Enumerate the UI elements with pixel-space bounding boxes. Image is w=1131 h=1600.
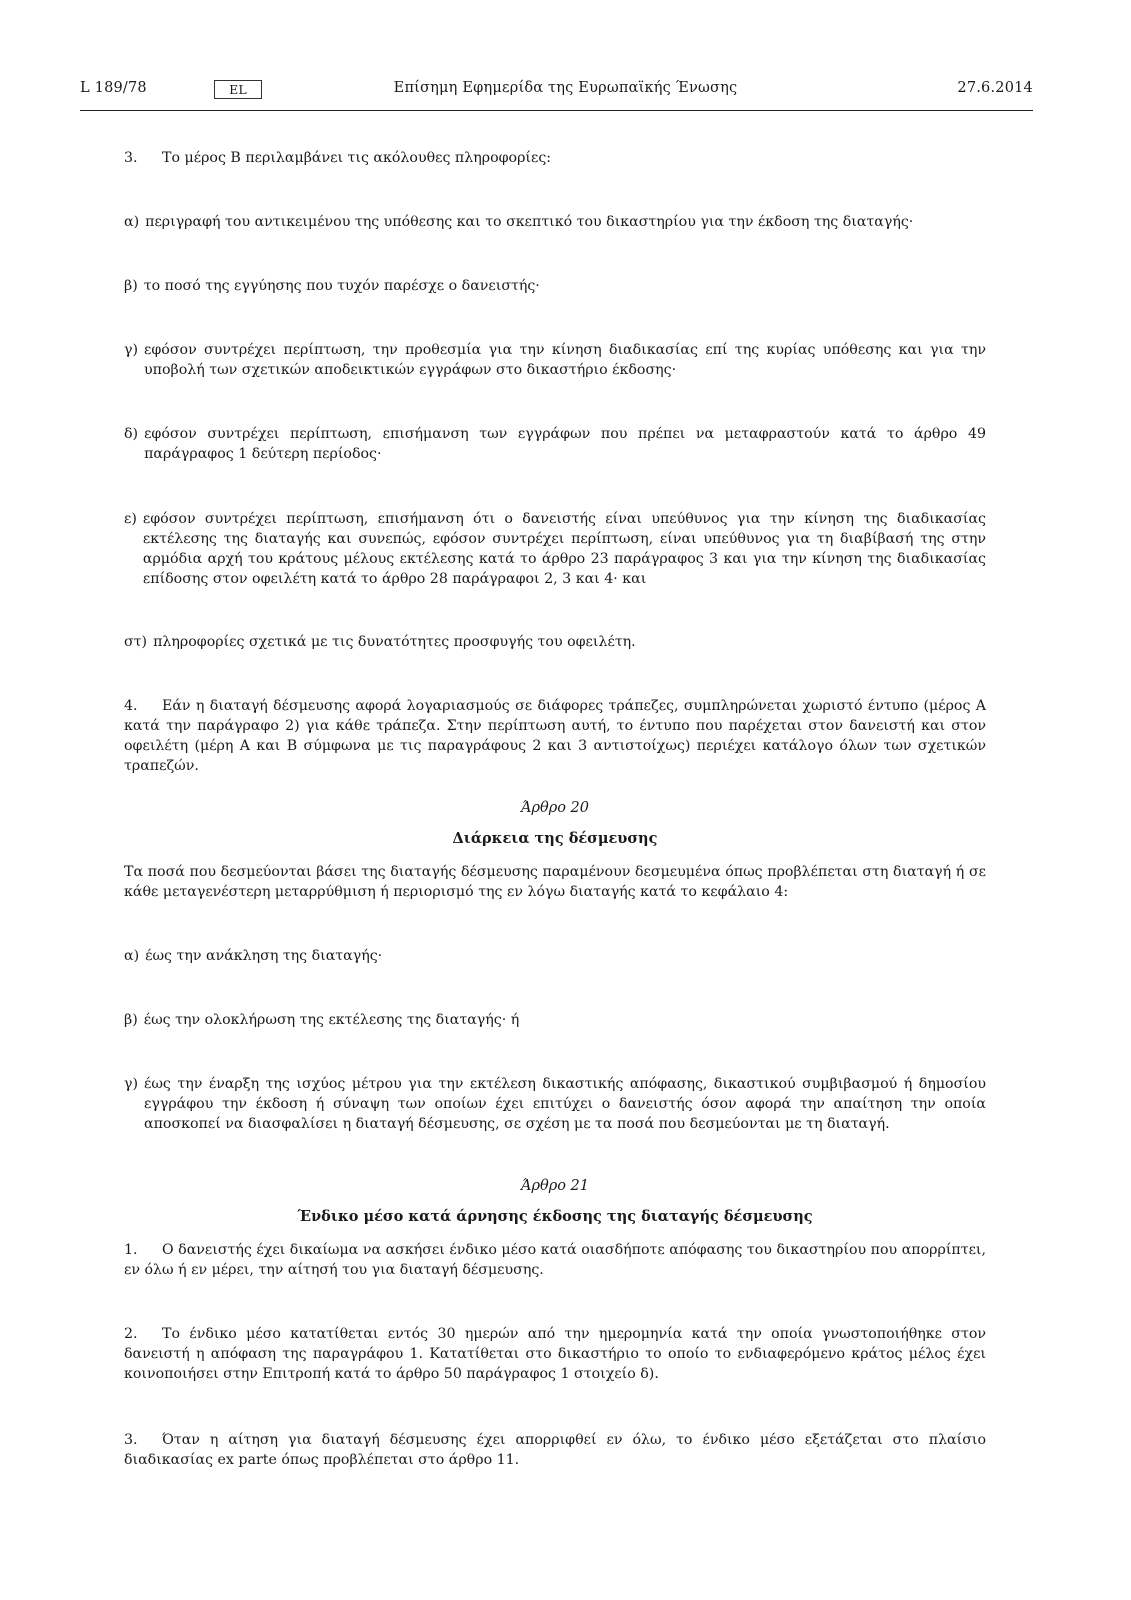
item-text: το ποσό της εγγύησης που τυχόν παρέσχε ο δανειστής· [143,278,540,294]
item-marker: δ) [124,426,139,442]
item-text: έως την ανάκληση της διαταγής· [145,948,383,964]
page-reference: L 189/78 [80,80,147,96]
item-marker: β) [124,1012,138,1028]
list-item [124,632,986,652]
paragraph-text: Ο δανειστής έχει δικαίωμα να ασκήσει ένδικο μέσο κατά οιασδήποτε απόφασης του δικαστηρίου που απορρίπτει, εν όλω ή εν μέρει, την αίτησή του για διαταγή δέσμευσης. [124,1242,986,1278]
list-item [124,1010,986,1030]
item-text: έως την έναρξη της ισχύος μέτρου για την εκτέλεση δικαστικής απόφασης, δικαστικού συμβιβασμού ή δημοσίου εγγράφου την έκδοση ή σύναψη των οποίων έχει επιτύχει ο δανειστής όσον αφορά την απαίτηση την οποία αποσκοπεί να διασφαλίσει η διαταγή δέσμευσης, σε σχέση με τα ποσά που δεσμεύονται με τη διαταγή. [144,1076,986,1132]
journal-title: Επίσημη Εφημερίδα της Ευρωπαϊκής Ένωσης [393,80,738,96]
paragraph-3 [124,148,986,168]
list-item [124,340,986,380]
paragraph-number: 2. [124,1326,138,1342]
item-text: περιγραφή του αντικειμένου της υπόθεσης και το σκεπτικό του δικαστηρίου για την έκδοση της διαταγής· [145,214,914,230]
item-marker: γ) [124,1076,139,1092]
paragraph-number: 1. [124,1242,138,1258]
item-marker: ε) [124,511,137,527]
article-20-intro: Τα ποσά που δεσμεύονται βάσει της διαταγής δέσμευσης παραμένουν δεσμευμένα όπως προβλέπεται στη διαταγή ή σε κάθε μεταγενέστερη μεταρρύθμιση ή περιορισμό της εν λόγω διαταγής κατά το κεφάλαιο 4: [124,864,986,900]
paragraph-4 [124,696,986,776]
item-text: πληροφορίες σχετικά με τις δυνατότητες προσφυγής του οφειλέτη. [153,634,636,650]
list-item [124,509,986,589]
paragraph-text: Το μέρος Β περιλαμβάνει τις ακόλουθες πληροφορίες: [162,150,552,166]
item-marker: στ) [124,634,148,650]
item-text: εφόσον συντρέχει περίπτωση, επισήμανση ότι ο δανειστής είναι υπεύθυνος για την κίνηση της διαδικασίας εκτέλεσης της διαταγής και συνεπώς, εφόσον συντρέχει περίπτωση, είναι υπεύθυνος για τη διαβίβασή της στην αρμόδια αρχή του κράτους μέλους εκτέλεσης κατά το άρθρο 23 παράγραφος 3 και για την κίνηση της διαδικασίας επίδοσης στον οφειλέτη κατά το άρθρο 28 παράγραφοι 2, 3 και 4· και [142,511,986,587]
article-20-title: Διάρκεια της δέσμευσης [452,830,658,847]
list-item [124,946,986,966]
item-text: εφόσον συντρέχει περίπτωση, επισήμανση των εγγράφων που πρέπει να μεταφραστούν κατά το άρθρο 49 παράγραφος 1 δεύτερη περίοδος· [144,426,986,462]
paragraph-text: Εάν η διαταγή δέσμευσης αφορά λογαριασμούς σε διάφορες τράπεζες, συμπληρώνεται χωριστό έντυπο (μέρος Α κατά την παράγραφο 2) για κάθε τράπεζα. Στην περίπτωση αυτή, το έντυπο που παρέχεται στον δανειστή και στον οφειλέτη (μέρη Α και Β σύμφωνα με τις παραγράφους 2 και 3 αντιστοίχως) περιέχει κατάλογο όλων των σχετικών τραπεζών. [124,698,986,774]
item-marker: γ) [124,342,139,358]
header-rule [80,110,1033,111]
publication-date: 27.6.2014 [957,80,1033,96]
article-20-number: Άρθρο 20 [520,800,590,816]
item-text: έως την ολοκλήρωση της εκτέλεσης της διαταγής· ή [143,1012,520,1028]
list-item [124,1074,986,1134]
paragraph-text: Όταν η αίτηση για διαταγή δέσμευσης έχει απορριφθεί εν όλω, το ένδικο μέσο εξετάζεται στο πλαίσιο διαδικασίας ex parte όπως προβλέπεται στο άρθρο 11. [124,1432,986,1468]
item-marker: α) [124,214,140,230]
article-21-paragraph-1 [124,1240,986,1280]
item-marker: α) [124,948,140,964]
article-21-title: Ένδικο μέσο κατά άρνησης έκδοσης της διαταγής δέσμευσης [297,1208,813,1225]
list-item [124,276,986,296]
article-21-paragraph-2 [124,1324,986,1384]
paragraph-number: 4. [124,698,138,714]
paragraph-number: 3. [124,1432,138,1448]
list-item [124,212,986,232]
list-item [124,424,986,464]
paragraph-text: Το ένδικο μέσο κατατίθεται εντός 30 ημερών από την ημερομηνία κατά την οποία γνωστοποιήθηκε στον δανειστή η απόφαση της παραγράφου 1. Κατατίθεται στο δικαστήριο το οποίο το ενδιαφερόμενο κράτος μέλος έχει κοινοποιήσει στην Επιτροπή κατά το άρθρο 50 παράγραφος 1 στοιχείο δ). [124,1326,986,1382]
item-text: εφόσον συντρέχει περίπτωση, την προθεσμία για την κίνηση διαδικασίας επί της κυρίας υπόθεσης και για την υποβολή των σχετικών αποδεικτικών εγγράφων στο δικαστήριο έκδοσης· [144,342,986,378]
article-21-number: Άρθρο 21 [520,1178,590,1194]
item-marker: β) [124,278,138,294]
language-badge: EL [214,80,262,99]
paragraph-number: 3. [124,150,138,166]
article-21-paragraph-3 [124,1430,986,1470]
